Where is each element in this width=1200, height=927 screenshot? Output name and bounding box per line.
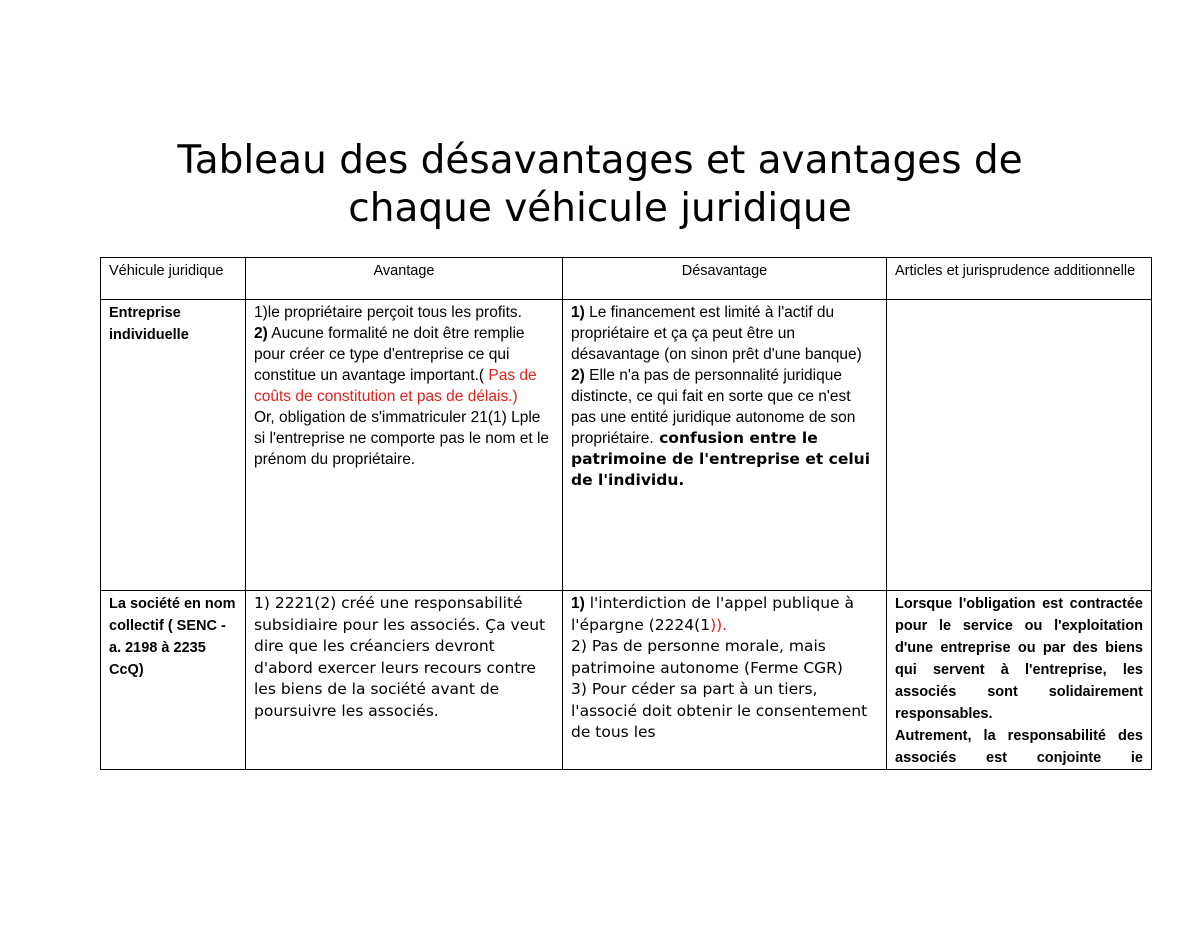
row1-desavantage-p1 [571, 302, 878, 365]
table-header-row [101, 258, 1152, 300]
row2-articles-p2: Autrement, la responsabilité des associés est conjointe ie [895, 728, 1143, 766]
header-desavantage: Désavantage [563, 258, 887, 300]
row2-desavantage-p1-num: 1) [571, 595, 585, 612]
row1-avantage-p2-text: Aucune formalité ne doit être remplie pour créer ce type d'entreprise ce qui constitue un avantage important.( [254, 325, 525, 384]
header-vehicle: Véhicule juridique [101, 258, 246, 300]
title-line-1: Tableau des désavantages et avantages de [177, 138, 1023, 183]
row2-desavantage-p2: 2) Pas de personne morale, mais patrimoine autonome (Ferme CGR) [571, 637, 843, 677]
row1-desavantage-p2-text: Elle n'a pas de personnalité juridique distincte, ce qui fait en sorte que ce n'est pas une entité juridique autonome de son propriétaire. [571, 367, 856, 447]
comparison-table [100, 257, 1152, 770]
row1-avantage-p1: 1)le propriétaire perçoit tous les profits. [254, 304, 522, 321]
header-articles: Articles et jurisprudence additionnelle [887, 258, 1152, 300]
row2-desavantage-p1-red: )). [710, 615, 728, 634]
row2-desavantage-p1-text: l'interdiction de l'appel publique à l'épargne (2224(1 [571, 594, 854, 634]
row2-articles-p1: Lorsque l'obligation est contractée pour le service ou l'exploitation d'une entreprise ou par des biens qui servent à l'entreprise, les associés sont solidairement responsables. [895, 596, 1143, 722]
header-avantage: Avantage [246, 258, 563, 300]
row1-desavantage-p1-text: Le financement est limité à l'actif du propriétaire et ça ça peut être un désavantage (on sinon prêt d'une banque) [571, 304, 862, 363]
row1-desavantage-p2-bold: confusion entre le patrimoine de l'entreprise et celui de l'individu. [571, 429, 871, 489]
row1-avantage-p2-red: Pas de coûts de constitution et pas de délais.) [254, 367, 537, 405]
title-line-2: chaque véhicule juridique [348, 186, 852, 231]
row2-desavantage-p1 [571, 593, 878, 636]
row1-articles [887, 300, 1152, 591]
row1-desavantage [563, 300, 887, 591]
table-row [101, 300, 1152, 591]
page-title [0, 137, 1200, 233]
row2-desavantage [563, 591, 887, 770]
row2-vehicle: La société en nom collectif ( SENC - a. 2198 à 2235 CcQ) [101, 591, 246, 770]
row1-vehicle: Entreprise individuelle [101, 300, 246, 591]
row1-avantage-p2-num: 2) [254, 325, 268, 342]
row1-avantage-p2 [254, 323, 554, 407]
row1-avantage-p3: Or, obligation de s'immatriculer 21(1) Lple si l'entreprise ne comporte pas le nom et le prénom du propriétaire. [254, 409, 550, 468]
row1-desavantage-p2 [571, 365, 878, 491]
row1-avantage [246, 300, 563, 591]
row2-desavantage-p3: 3) Pour céder sa part à un tiers, l'associé doit obtenir le consentement de tous les [571, 680, 868, 741]
table-row [101, 591, 1152, 770]
row1-desavantage-p2-num: 2) [571, 367, 585, 384]
row1-desavantage-p1-num: 1) [571, 304, 585, 321]
row2-avantage: 1) 2221(2) créé une responsabilité subsidiaire pour les associés. Ça veut dire que les créanciers devront d'abord exercer leurs recours contre les biens de la société avant de poursuivre les associés. [246, 591, 563, 770]
row2-articles [887, 591, 1152, 770]
